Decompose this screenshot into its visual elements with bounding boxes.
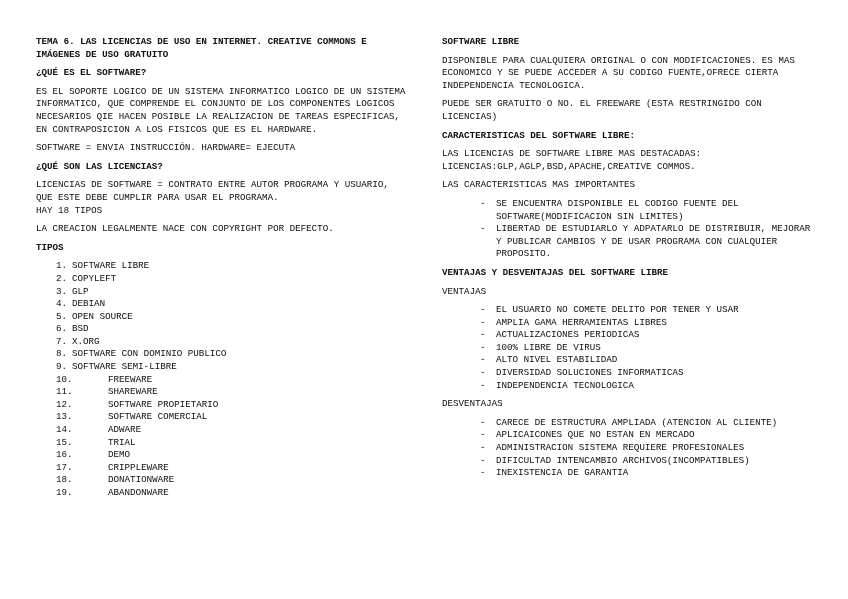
tipo-list-item xyxy=(36,399,408,412)
tipo-label: GLP xyxy=(72,285,89,297)
ventaja-item: - EL USUARIO NO COMETE DELITO POR TENER Y USAR xyxy=(442,304,814,317)
left-column xyxy=(36,36,408,500)
tipo-number: 1. xyxy=(56,260,68,272)
tipo-number: 12. xyxy=(56,398,73,410)
tipo-list-item xyxy=(36,474,408,487)
caracteristicas-list xyxy=(442,198,814,261)
tipo-label: FREEWARE xyxy=(108,373,153,385)
tipo-list-item xyxy=(36,386,408,399)
right-column xyxy=(442,36,814,486)
ventaja-item: - ALTO NIVEL ESTABILIDAD xyxy=(442,354,814,367)
paragraph-licencias-count: HAY 18 TIPOS xyxy=(36,204,103,216)
caracteristica-item: - SE ENCUENTRA DISPONIBLE EL CODIGO FUENTE DEL SOFTWARE(MODIFICACION SIN LIMITES) xyxy=(442,198,814,223)
ventaja-item: - DIVERSIDAD SOLUCIONES INFORMATICAS xyxy=(442,367,814,380)
caracteristica-item: - LIBERTAD DE ESTUDIARLO Y ADPATARLO DE DISTRIBUIR, MEJORAR Y PUBLICAR CAMBIOS Y DE USAR PROGRAMA CON CUALQUIER PROPOSITO. xyxy=(442,223,814,261)
tipo-number: 3. xyxy=(56,285,68,297)
tipo-number: 9. xyxy=(56,361,68,373)
heading-software-libre: SOFTWARE LIBRE xyxy=(442,36,520,47)
tipo-label: ADWARE xyxy=(108,424,142,436)
tipo-list-item xyxy=(36,336,408,349)
ventaja-item: - ACTUALIZACIONES PERIODICAS xyxy=(442,329,814,342)
tipo-list-item xyxy=(36,462,408,475)
tipo-list-item xyxy=(36,273,408,286)
heading-tipos: TIPOS xyxy=(36,241,64,253)
paragraph-software-definition: ES EL SOPORTE LOGICO DE UN SISTEMA INFORMATICO LOGICO DE UN SISTEMA INFORMATICO, QUE COMPRENDE EL CONJUNTO DE LOS COMPONENTES LOGICOS NECESARIOS QIE HACEN POSIBLE LA REALIZACION DE TAREAS ESPECIFICAS, EN CONTRAPOSICION A LOS FISICOS QUE ES EL HARDWARE. xyxy=(36,85,406,135)
tipo-number: 19. xyxy=(56,487,73,498)
tipo-number: 4. xyxy=(56,298,68,310)
tipo-number: 7. xyxy=(56,335,68,347)
heading-que-son-licencias: ¿QUÉ SON LAS LICENCIAS? xyxy=(36,160,163,172)
desventajas-list xyxy=(442,417,814,480)
tipo-label: DEMO xyxy=(108,449,131,461)
desventaja-item: - ADMINISTRACION SISTEMA REQUIERE PROFESIONALES xyxy=(442,442,814,455)
tipo-list-item xyxy=(36,298,408,311)
desventaja-item: - DIFICULTAD INTENCAMBIO ARCHIVOS(INCOMPATIBLES) xyxy=(442,455,814,468)
tipo-label: SHAREWARE xyxy=(108,386,158,398)
tipos-list xyxy=(36,260,408,499)
tipo-label: BSD xyxy=(72,323,89,335)
tipo-number: 15. xyxy=(56,436,73,448)
heading-caracteristicas: CARACTERISTICAS DEL SOFTWARE LIBRE: xyxy=(442,129,635,141)
tipo-list-item xyxy=(36,487,408,500)
tipo-number: 6. xyxy=(56,323,68,335)
tipo-number: 10. xyxy=(56,373,73,385)
ventajas-list xyxy=(442,304,814,392)
desventaja-item: - CARECE DE ESTRUCTURA AMPLIADA (ATENCION AL CLIENTE) xyxy=(442,417,814,430)
tipo-number: 14. xyxy=(56,424,73,436)
tipo-list-item xyxy=(36,374,408,387)
label-ventajas: VENTAJAS xyxy=(442,285,487,297)
tipo-label: X.ORG xyxy=(72,335,100,347)
tipo-label: SOFTWARE CON DOMINIO PUBLICO xyxy=(72,348,227,360)
paragraph-licencias-text: LICENCIAS DE SOFTWARE = CONTRATO ENTRE AUTOR PROGRAMA Y USUARIO, QUE ESTE DEBE CUMPLIR PARA USAR EL PROGRAMA. xyxy=(36,179,389,203)
tipo-label: SOFTWARE COMERCIAL xyxy=(108,411,208,423)
tipo-label: OPEN SOURCE xyxy=(72,310,133,322)
tipo-label: COPYLEFT xyxy=(72,272,117,284)
tipo-number: 2. xyxy=(56,272,68,284)
paragraph-gratuito: PUEDE SER GRATUITO O NO. EL FREEWARE (ESTA RESTRINGIDO CON LICENCIAS) xyxy=(442,98,762,122)
tipo-number: 11. xyxy=(56,386,73,398)
ventaja-item: - AMPLIA GAMA HERRAMIENTAS LIBRES xyxy=(442,317,814,330)
paragraph-caracteristicas-importantes: LAS CARACTERISTICAS MAS IMPORTANTES xyxy=(442,179,635,191)
ventaja-item: - INDEPENDENCIA TECNOLOGICA xyxy=(442,380,814,393)
paragraph-licencias-destacadas: LAS LICENCIAS DE SOFTWARE LIBRE MAS DESTACADAS: LICENCIAS:GLP,AGLP,BSD,APACHE,CREATIVE COMMOS. xyxy=(442,148,702,172)
tipo-label: TRIAL xyxy=(108,436,136,448)
tipo-list-item xyxy=(36,424,408,437)
tipo-label: SOFTWARE LIBRE xyxy=(72,260,150,272)
tipo-number: 5. xyxy=(56,310,68,322)
tipo-label: SOFTWARE PROPIETARIO xyxy=(108,398,219,410)
paragraph-software-libre: DISPONIBLE PARA CUALQUIERA ORIGINAL O CON MODIFICACIONES. ES MAS ECONOMICO Y SE PUEDE ACCEDER A SU CODIGO FUENTE,OFRECE CIERTA INDEPENDENCIA TECNOLOGICA. xyxy=(442,54,795,91)
ventaja-item: - 100% LIBRE DE VIRUS xyxy=(442,342,814,355)
tipo-label: ABANDONWARE xyxy=(108,487,169,498)
tipo-label: DEBIAN xyxy=(72,298,106,310)
tipo-list-item xyxy=(36,411,408,424)
heading-ventajas-desventajas: VENTAJAS Y DESVENTAJAS DEL SOFTWARE LIBRE xyxy=(442,266,669,278)
desventaja-item: - APLICAICONES QUE NO ESTAN EN MERCADO xyxy=(442,429,814,442)
tipo-list-item xyxy=(36,260,408,273)
tipo-number: 13. xyxy=(56,411,73,423)
tipo-number: 18. xyxy=(56,474,73,486)
paragraph-licencias xyxy=(36,179,408,217)
tipo-label: DONATIONWARE xyxy=(108,474,175,486)
heading-que-es-software: ¿QUÉ ES EL SOFTWARE? xyxy=(36,67,147,79)
label-desventajas: DESVENTAJAS xyxy=(442,398,503,410)
tipo-list-item xyxy=(36,361,408,374)
desventaja-item: - INEXISTENCIA DE GARANTIA xyxy=(442,467,814,480)
document-title: TEMA 6. LAS LICENCIAS DE USO EN INTERNET. CREATIVE COMMONS E IMÁGENES DE USO GRATUITO xyxy=(36,36,367,60)
tipo-number: 8. xyxy=(56,348,68,360)
tipo-label: SOFTWARE SEMI-LIBRE xyxy=(72,361,177,373)
paragraph-software-hardware: SOFTWARE = ENVIA INSTRUCCIÓN. HARDWARE= EJECUTA xyxy=(36,142,296,154)
tipo-list-item xyxy=(36,437,408,450)
tipo-number: 16. xyxy=(56,449,73,461)
tipo-list-item xyxy=(36,348,408,361)
tipo-list-item xyxy=(36,311,408,324)
tipo-list-item xyxy=(36,449,408,462)
paragraph-copyright: LA CREACION LEGALMENTE NACE CON COPYRIGHT POR DEFECTO. xyxy=(36,223,334,235)
tipo-list-item xyxy=(36,323,408,336)
tipo-label: CRIPPLEWARE xyxy=(108,461,169,473)
tipo-number: 17. xyxy=(56,461,73,473)
tipo-list-item xyxy=(36,286,408,299)
